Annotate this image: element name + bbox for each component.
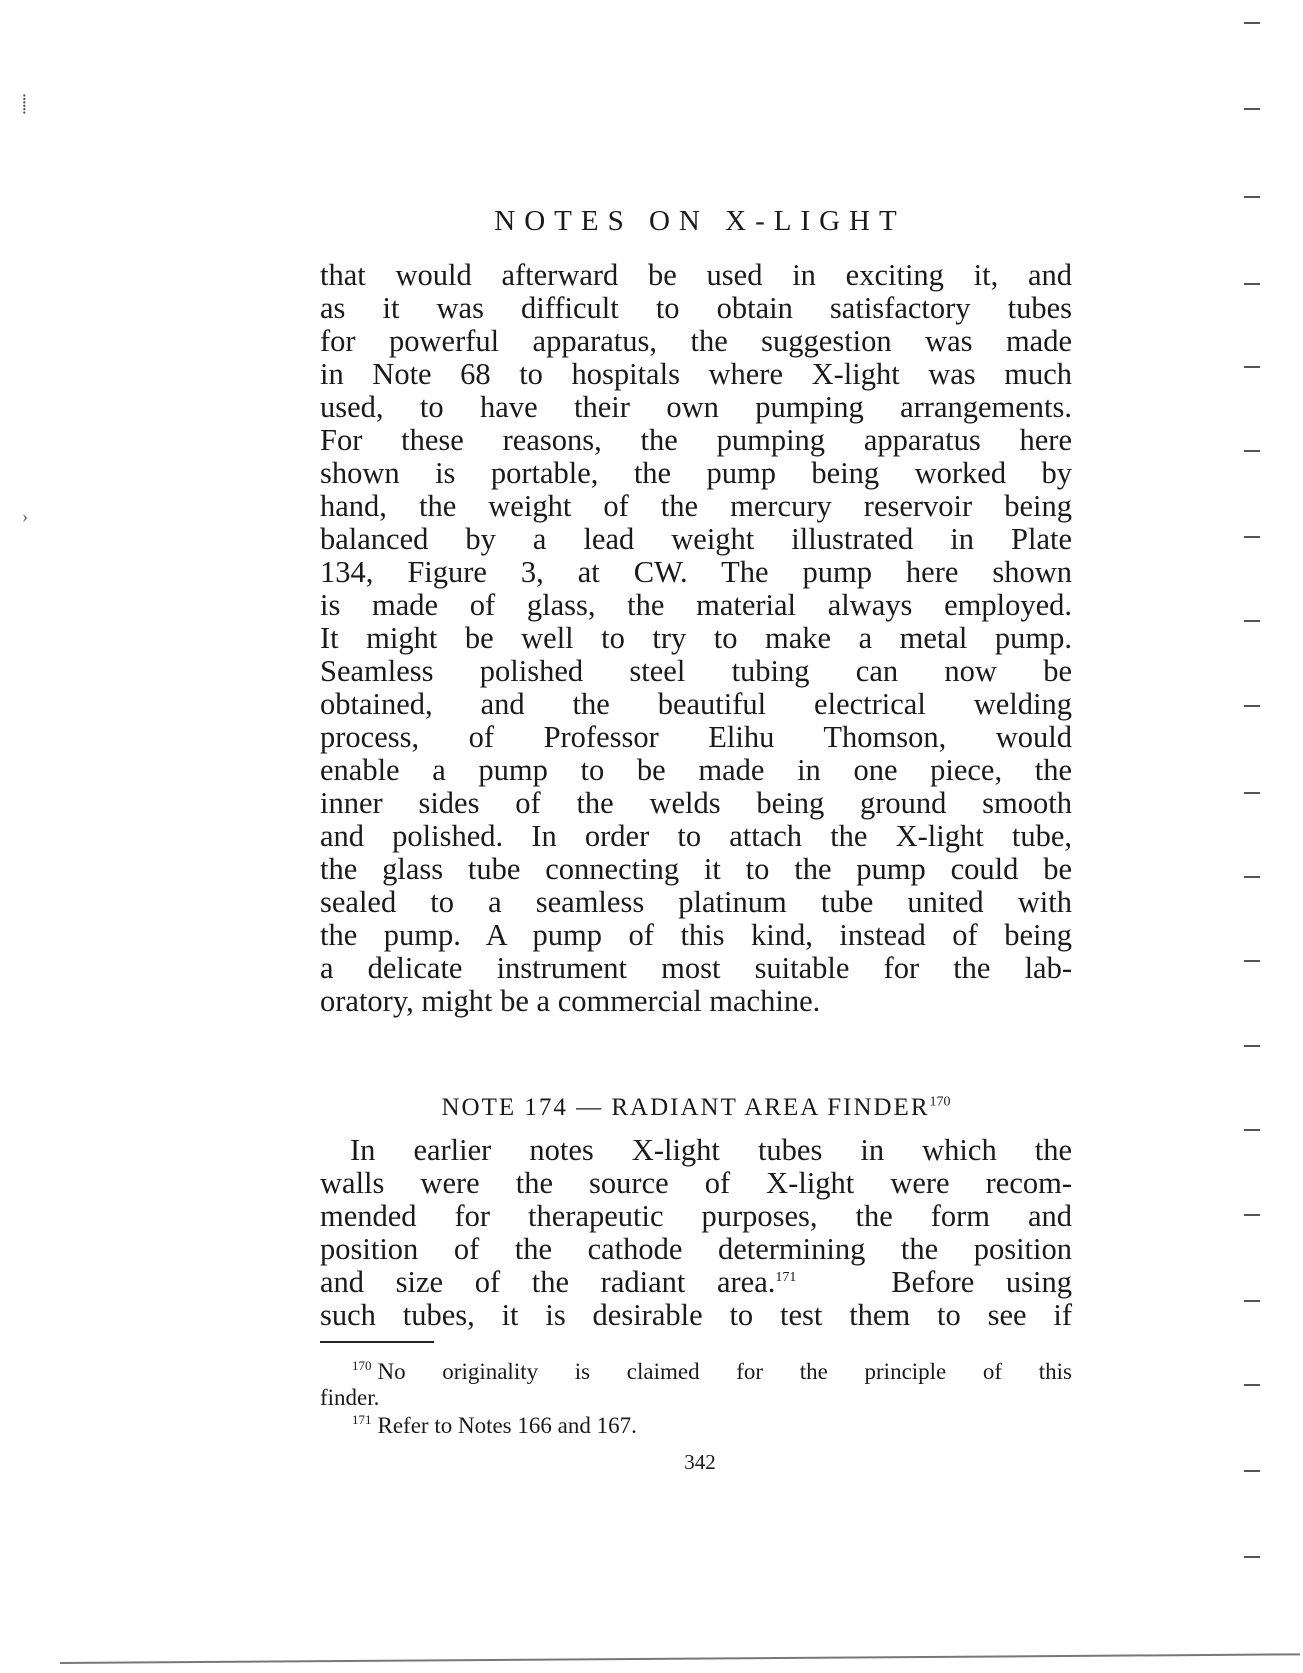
text-line: oratory, might be a commercial machine. — [320, 984, 821, 1018]
text-line: For these reasons, the pumping apparatus here — [320, 423, 1072, 457]
text-line: enable a pump to be made in one piece, the — [320, 753, 1072, 787]
margin-dash — [1244, 876, 1260, 878]
page-number: 342 — [684, 1450, 716, 1474]
text-line: used, to have their own pumping arrangements. — [320, 390, 1072, 424]
scan-edge-line — [60, 1653, 1300, 1664]
section-heading — [320, 1094, 1072, 1122]
text-line: the pump. A pump of this kind, instead of being — [320, 918, 1072, 952]
margin-dash — [1244, 22, 1260, 24]
margin-dash — [1244, 960, 1260, 962]
running-head: NOTES ON X-LIGHT — [494, 205, 906, 237]
footnote-line: finder. — [320, 1385, 380, 1410]
text-line: position of the cathode determining the position — [320, 1232, 1072, 1266]
margin-dash — [1244, 283, 1260, 285]
footnote-ref: 170 — [929, 1094, 951, 1110]
footnotes — [320, 1359, 1072, 1439]
footnote-line — [320, 1359, 1072, 1385]
text-line: sealed to a seamless platinum tube united with — [320, 885, 1072, 919]
footnote-number: 170 — [352, 1358, 372, 1374]
text-line: walls were the source of X-light were recom- — [320, 1166, 1072, 1200]
margin-dash — [1244, 1470, 1260, 1472]
text-line: Seamless polished steel tubing can now be — [320, 654, 1072, 688]
footnote-rule — [320, 1341, 434, 1343]
text-segment: Before using — [891, 1265, 1072, 1299]
margin-dash — [1244, 1384, 1260, 1386]
margin-dash — [1244, 1300, 1260, 1302]
text-line: such tubes, it is desirable to test them to see if — [320, 1298, 1072, 1332]
margin-dash — [1244, 792, 1260, 794]
text-line: as it was difficult to obtain satisfactory tubes — [320, 291, 1072, 325]
text-line: that would afterward be used in exciting it, and — [320, 258, 1072, 292]
margin-dash — [1244, 620, 1260, 622]
margin-dash — [1244, 1045, 1260, 1047]
text-line: for powerful apparatus, the suggestion was made — [320, 324, 1072, 358]
text-line: inner sides of the welds being ground smooth — [320, 786, 1072, 820]
margin-dash — [1244, 536, 1260, 538]
text-line: hand, the weight of the mercury reservoir being — [320, 489, 1072, 523]
text-line: obtained, and the beautiful electrical welding — [320, 687, 1072, 721]
text-line: a delicate instrument most suitable for the lab- — [320, 951, 1072, 985]
scan-mark: › — [22, 506, 28, 526]
margin-dash — [1244, 1129, 1260, 1131]
text-line: in Note 68 to hospitals where X-light was much — [320, 357, 1072, 391]
text-line: shown is portable, the pump being worked by — [320, 456, 1072, 490]
text-line: the glass tube connecting it to the pump could be — [320, 852, 1072, 886]
text-line-with-ref — [320, 1266, 1072, 1299]
section-heading-text: NOTE 174 — RADIANT AREA FINDER — [441, 1094, 930, 1121]
margin-dash — [1244, 108, 1260, 110]
footnote-text: No originality is claimed for the principle of this — [377, 1359, 1072, 1384]
section-paragraph — [320, 1134, 1072, 1332]
margin-dash — [1244, 705, 1260, 707]
footnote-line — [320, 1413, 1072, 1439]
margin-dash — [1244, 196, 1260, 198]
text-line: mended for therapeutic purposes, the form and — [320, 1199, 1072, 1233]
text-line: 134, Figure 3, at CW. The pump here shown — [320, 555, 1072, 589]
scan-mark: ⸽ — [22, 94, 27, 114]
margin-dash — [1244, 1556, 1260, 1558]
text-line: is made of glass, the material always employed. — [320, 588, 1072, 622]
footnote-number: 171 — [352, 1412, 372, 1428]
margin-dash — [1244, 1214, 1260, 1216]
text-line: It might be well to try to make a metal pump. — [320, 621, 1072, 655]
footnote — [320, 1413, 1072, 1439]
footnote-ref: 171 — [775, 1269, 797, 1285]
text-line: process, of Professor Elihu Thomson, would — [320, 720, 1072, 754]
text-segment: and size of the radiant area. — [320, 1265, 776, 1299]
text-line: In earlier notes X-light tubes in which the — [350, 1133, 1072, 1167]
footnote-text: Refer to Notes 166 and 167. — [377, 1413, 637, 1438]
text-line: balanced by a lead weight illustrated in Plate — [320, 522, 1072, 556]
text-line: and polished. In order to attach the X-light tube, — [320, 819, 1072, 853]
footnote — [320, 1359, 1072, 1411]
body-paragraph — [320, 259, 1072, 1018]
margin-dash — [1244, 450, 1260, 452]
margin-dash — [1244, 366, 1260, 368]
